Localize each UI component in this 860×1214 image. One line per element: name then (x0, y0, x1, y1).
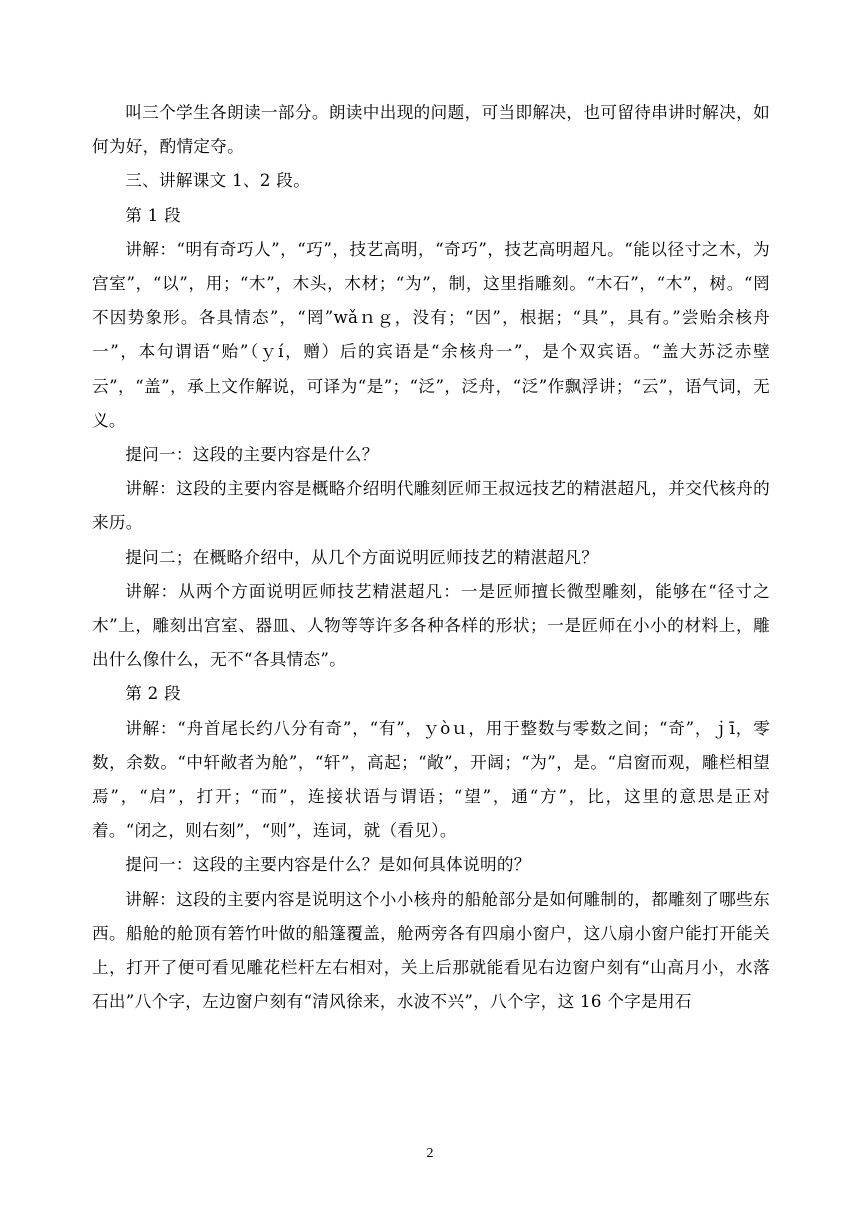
document-body (92, 96, 770, 1019)
paragraph-heading-1: 第 1 段 (125, 205, 181, 225)
paragraph-heading-2: 第 2 段 (125, 684, 181, 704)
page-number: 2 (426, 1146, 434, 1161)
answer-2-paragraph-1: 讲解：从两个方面说明匠师技艺精湛超凡：一是匠师擅长微型雕刻，能够在“径寸之木”上，雕刻出宫室、器皿、人物等等许多各种各样的形状；一是匠师在小小的材料上，雕出什么像什么，无不“各具情态”。 (92, 581, 770, 670)
answer-1-paragraph-2: 讲解：这段的主要内容是说明这个小小核舟的船舱部分是如何雕制的，都雕刻了哪些东西。船舱的舱顶有箬竹叶做的船篷覆盖，舱两旁各有四扇小窗户，这八扇小窗户能打开能关上，打开了便可看见雕花栏杆左右相对，关上后那就能看见右边窗户刻有“山高月小，水落石出”八个字，左边窗户刻有“清风徐来，水波不兴”，八个字，这 16 个字是用石 (92, 889, 770, 1012)
answer-1-paragraph-1: 讲解：这段的主要内容是概略介绍明代雕刻匠师王叔远技艺的精湛超凡，并交代核舟的来历。 (92, 479, 770, 533)
question-1-paragraph-2: 提问一：这段的主要内容是什么？是如何具体说明的？ (125, 855, 531, 875)
question-1-paragraph-1: 提问一：这段的主要内容是什么？ (125, 445, 379, 465)
question-2-paragraph-1: 提问二；在概略介绍中，从几个方面说明匠师技艺的精湛超凡？ (125, 547, 599, 567)
paragraph-explanation-1: 讲解：“明有奇巧人”，“巧”，技艺高明，“奇巧”，技艺高明超凡。“能以径寸之木，为宫室”，“以”，用；“木”，木头，木材；“为”，制，这里指雕刻。“木石”，“木”，树。“罔不因势象形。各具情态”，“罔”wǎｎｇ，没有；“因”，根据；“具”，具有。”尝贻余核舟一”，本句谓语“贻”（ｙí，赠）后的宾语是“余核舟一”，是个双宾语。“盖大苏泛赤壁云”，“盖”，承上文作解说，可译为“是”；“泛”，泛舟，“泛”作飘浮讲；“云”，语气词，无义。 (92, 239, 770, 430)
paragraph-explanation-2: 讲解：“舟首尾长约八分有奇”，“有”，ｙòｕ，用于整数与零数之间；“奇”，ｊī，零数，余数。“中轩敞者为舱”，“轩”，高起；“敞”，开阔；“为”，是。“启窗而观，雕栏相望焉”，“启”，打开；“而”，连接状语与谓语；“望”，通“方”，比，这里的意思是正对着。“闭之，则右刻”，“则”，连词，就（看见）。 (92, 718, 770, 841)
paragraph-reading-instruction: 叫三个学生各朗读一部分。朗读中出现的问题，可当即解决，也可留待串讲时解决，如何为好，酌情定夺。 (92, 103, 770, 157)
section-heading-explain: 三、讲解课文 1、2 段。 (125, 171, 311, 191)
